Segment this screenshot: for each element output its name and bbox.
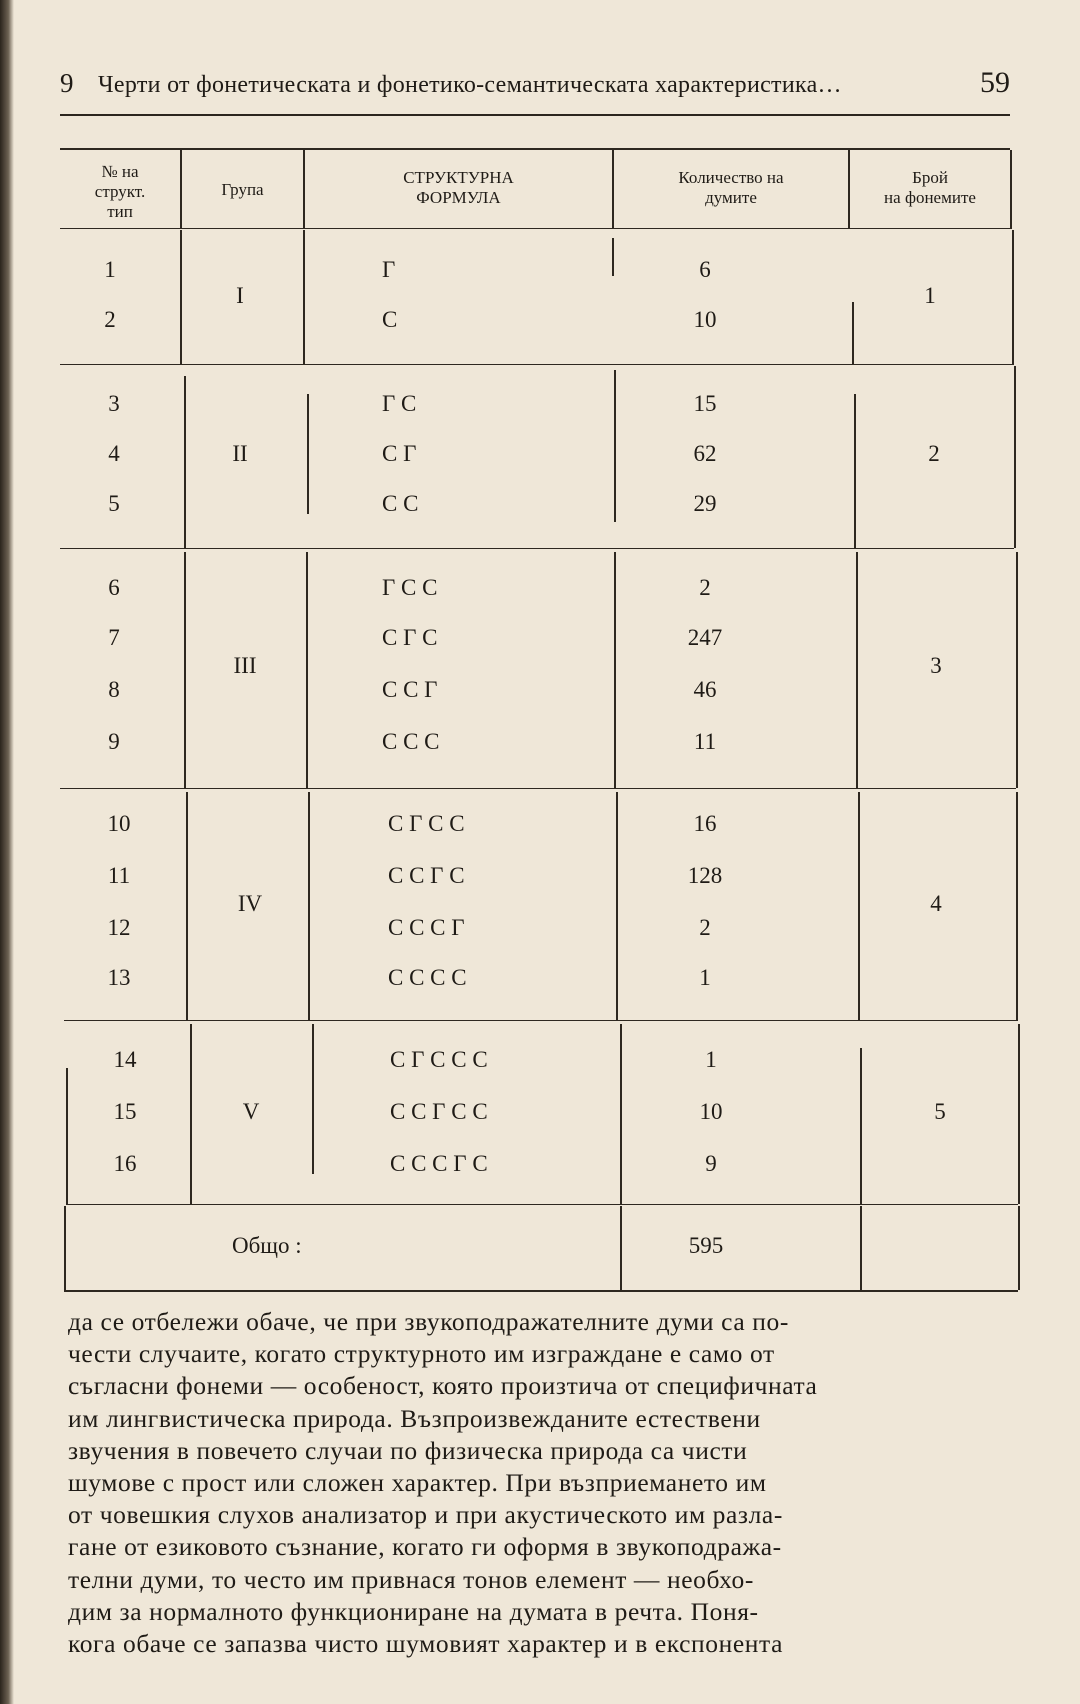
paragraph-line: звучения в повечето случаи по физическа природа са чисти — [68, 1435, 748, 1465]
column-rule — [190, 1024, 192, 1204]
struct-formula: С Г С С С — [390, 1047, 488, 1072]
word-count: 6 — [699, 257, 711, 282]
column-rule — [860, 1048, 862, 1204]
struct-formula: Г С — [382, 391, 417, 416]
struct-type-number: 6 — [108, 575, 120, 600]
column-header-group: Група — [221, 180, 264, 199]
word-count: 2 — [699, 575, 711, 600]
chapter-number: 9 — [60, 68, 74, 98]
struct-formula: С С С Г — [388, 915, 465, 940]
column-rule — [1012, 230, 1014, 364]
total-label: Общо : — [232, 1233, 302, 1258]
paragraph-line: съгласни фонеми — особеност, която произтича от специфичната — [68, 1371, 818, 1401]
struct-formula: С С С С — [388, 965, 467, 990]
body-paragraph — [68, 1306, 1018, 1660]
header-bottom-rule — [60, 228, 1012, 229]
struct-type-number: 4 — [108, 441, 120, 466]
group-label: V — [242, 1099, 260, 1124]
total-divider — [66, 1204, 1018, 1205]
column-rule — [860, 1206, 862, 1290]
paragraph-line: шумове с прост или сложен характер. При възприемането им — [68, 1467, 767, 1497]
struct-type-number: 9 — [108, 729, 120, 754]
paragraph-line: кога обаче се запазва чисто шумовият характер и в експонента — [68, 1628, 783, 1658]
column-header-count — [614, 168, 848, 208]
running-header — [60, 66, 1010, 110]
table-bottom-rule — [64, 1290, 1018, 1292]
column-rule — [612, 238, 614, 276]
column-rule — [312, 1024, 314, 1174]
word-count: 1 — [699, 965, 711, 990]
column-rule — [1018, 1206, 1020, 1290]
header-line: тип — [107, 202, 133, 221]
word-count: 1 — [705, 1047, 717, 1072]
struct-formula: С Г — [382, 441, 417, 466]
phoneme-count: 1 — [924, 283, 936, 308]
column-header-formula — [305, 168, 612, 208]
header-line: СТРУКТУРНА — [403, 168, 514, 187]
column-rule — [1016, 552, 1018, 788]
struct-formula: С С Г — [382, 677, 438, 702]
total-value: 595 — [688, 1233, 724, 1258]
word-count: 10 — [699, 1099, 723, 1124]
header-line: Брой — [912, 168, 948, 187]
column-rule — [66, 1068, 68, 1204]
column-rule — [1018, 1024, 1020, 1204]
word-count: 9 — [705, 1151, 717, 1176]
struct-type-number: 10 — [107, 811, 131, 836]
structure-table — [60, 148, 1018, 1294]
struct-formula: С С С — [382, 729, 440, 754]
column-rule — [306, 552, 308, 788]
word-count: 29 — [693, 491, 717, 516]
word-count: 11 — [693, 729, 717, 754]
word-count: 247 — [687, 625, 723, 650]
column-rule — [620, 1206, 622, 1290]
header-line: Количество на — [678, 168, 784, 187]
struct-type-number: 12 — [107, 915, 131, 940]
header-line: ФОРМУЛА — [416, 188, 501, 207]
page-number: 59 — [980, 66, 1010, 99]
paragraph-line: гане от езиковото съзнание, когато ги оформя в звукоподража- — [68, 1532, 782, 1562]
group-label: III — [233, 653, 257, 678]
struct-type-number: 5 — [108, 491, 120, 516]
paragraph-line: от човешкия слухов анализатор и при акустическото им разла- — [68, 1500, 783, 1530]
struct-type-number: 8 — [108, 677, 120, 702]
word-count: 46 — [693, 677, 717, 702]
word-count: 128 — [687, 863, 723, 888]
struct-type-number: 11 — [107, 863, 131, 888]
struct-type-number: 15 — [113, 1099, 137, 1124]
phoneme-count: 2 — [928, 441, 940, 466]
column-rule — [614, 370, 616, 522]
struct-type-number: 3 — [108, 391, 120, 416]
struct-formula: С Г С — [382, 625, 438, 650]
paragraph-line: им лингвистическа природа. Възпроизвежданите естествени — [68, 1403, 761, 1433]
column-rule — [308, 792, 310, 1020]
book-page — [60, 0, 1020, 1704]
table-top-rule — [60, 148, 1010, 150]
paragraph-line: дим за нормалното функциониране на думата в речта. Поня- — [68, 1596, 759, 1626]
group-label: IV — [237, 891, 263, 916]
struct-formula: С Г С С — [388, 811, 465, 836]
struct-formula: С С Г С С — [390, 1099, 488, 1124]
column-rule — [1014, 366, 1016, 548]
phoneme-count: 3 — [930, 653, 942, 678]
phoneme-count: 4 — [930, 891, 942, 916]
running-title: Черти от фонетическата и фонетико-семантическата характеристика… — [98, 72, 842, 98]
word-count: 2 — [699, 915, 711, 940]
struct-type-number: 14 — [113, 1047, 137, 1072]
word-count: 10 — [693, 307, 717, 332]
header-line: на фонемите — [884, 188, 976, 207]
phoneme-count: 5 — [934, 1099, 946, 1124]
word-count: 16 — [693, 811, 717, 836]
struct-type-number: 16 — [113, 1151, 137, 1176]
struct-formula: С С Г С — [388, 863, 465, 888]
group-label: I — [236, 283, 244, 308]
column-rule — [303, 230, 305, 364]
column-rule — [1010, 150, 1012, 228]
group-divider — [60, 548, 1014, 549]
group-divider — [64, 1020, 1018, 1021]
struct-type-number: 7 — [108, 625, 120, 650]
struct-type-number: 2 — [104, 307, 116, 332]
column-rule — [614, 552, 616, 788]
word-count: 62 — [693, 441, 717, 466]
struct-formula: С С С Г С — [390, 1151, 488, 1176]
group-label: II — [232, 441, 248, 466]
column-header-phonemes — [850, 168, 1010, 208]
word-count: 15 — [693, 391, 717, 416]
column-rule — [852, 302, 854, 364]
struct-formula: Г С С — [382, 575, 438, 600]
struct-type-number: 13 — [107, 965, 131, 990]
paragraph-line: телни думи, то често им привнася тонов елемент — необхо- — [68, 1564, 754, 1594]
header-line: № на — [101, 162, 139, 181]
column-header-number — [60, 162, 180, 222]
paragraph-line: да се отбележи обаче, че при звукоподражателните думи са по- — [68, 1307, 789, 1336]
header-line: думите — [705, 188, 757, 207]
paragraph-line: чести случаите, когато структурното им изграждане е само от — [68, 1339, 775, 1369]
struct-formula: С С — [382, 491, 419, 516]
column-rule — [64, 1206, 66, 1290]
column-rule — [616, 792, 618, 1020]
struct-type-number: 1 — [104, 257, 116, 282]
column-rule — [307, 394, 309, 514]
column-rule — [180, 230, 182, 364]
header-line: структ. — [94, 182, 146, 201]
column-rule — [1016, 792, 1018, 1020]
column-rule — [620, 1024, 622, 1204]
column-rule — [858, 792, 860, 1020]
struct-formula: С — [382, 307, 398, 332]
struct-formula: Г — [382, 257, 396, 282]
column-rule — [184, 552, 186, 788]
header-rule — [60, 114, 1010, 116]
column-rule — [856, 552, 858, 788]
group-divider — [60, 364, 1014, 365]
group-divider — [60, 788, 1016, 789]
column-rule — [184, 376, 186, 548]
column-rule — [186, 792, 188, 1020]
book-spine-shadow — [0, 0, 14, 1704]
column-rule — [854, 394, 856, 548]
